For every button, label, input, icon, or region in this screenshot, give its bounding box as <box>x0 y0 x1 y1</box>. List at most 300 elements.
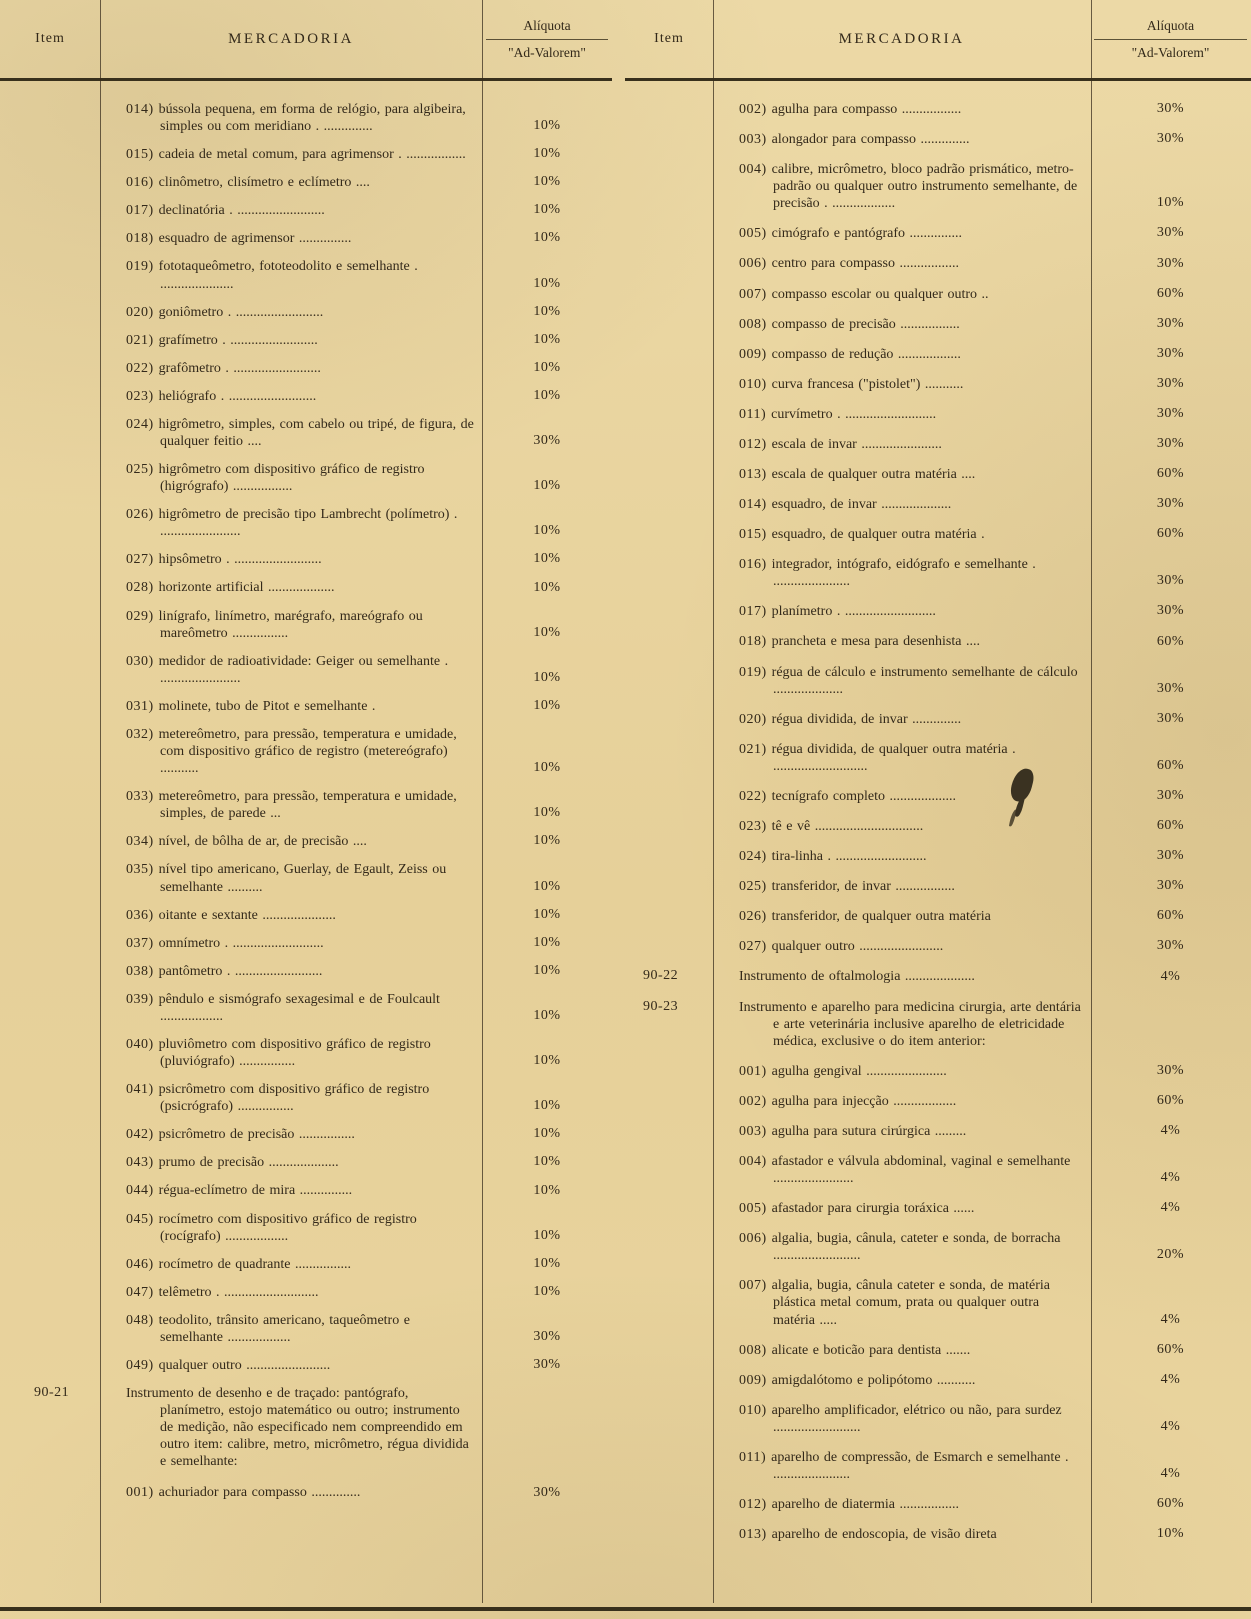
rows-right <box>625 81 1251 1543</box>
mercadoria-cell: 049) qualquer outro ........................ <box>126 1357 331 1373</box>
mercadoria-cell: 003) agulha para sutura cirúrgica ......... <box>739 1123 967 1139</box>
mercadoria-cell: 015) cadeia de metal comum, para agrimensor . ................. <box>126 147 466 163</box>
entry-number: 017) <box>739 604 772 620</box>
entry-number: 025) <box>739 879 772 895</box>
entry-number: 024) <box>126 416 159 432</box>
entry-number: 018) <box>739 634 772 650</box>
aliquota-cell: 10% <box>533 878 561 894</box>
mercadoria-cell: 016) integrador, intógrafo, eidógrafo e semelhante . ...................... <box>739 557 1036 590</box>
table-row <box>625 664 1251 698</box>
mercadoria-cell: 035) nível tipo americano, Guerlay, de Egault, Zeiss ou semelhante .......... <box>126 862 447 895</box>
mercadoria-cell: 038) pantômetro . ......................... <box>126 963 323 979</box>
aliquota-cell: 30% <box>1156 255 1185 271</box>
mercadoria-cell: 024) higrômetro, simples, com cabelo ou tripé, de figura, de qualquer feitio .... <box>126 416 474 450</box>
mercadoria-cell: 006) centro para compasso ................. <box>739 256 959 272</box>
aliquota-cell: 30% <box>1156 680 1185 696</box>
mercadoria-cell: 031) molinete, tubo de Pitot e semelhante . <box>126 698 376 714</box>
mercadoria-cell: 039) pêndulo e sismógrafo sexagesimal e de Foulcault .................. <box>126 991 440 1024</box>
header-aliquota-label <box>1090 18 1251 61</box>
entry-number: 021) <box>739 741 772 757</box>
mercadoria-cell: 001) agulha gengival ....................... <box>739 1063 947 1079</box>
entry-number: 037) <box>126 935 159 951</box>
table-row <box>0 698 612 715</box>
table-row <box>0 991 612 1025</box>
table-row <box>0 332 612 349</box>
table-row <box>625 316 1251 333</box>
entry-number: 020) <box>739 711 772 727</box>
aliquota-cell: 10% <box>533 523 561 539</box>
entry-number: 044) <box>126 1183 159 1199</box>
mercadoria-cell: 012) aparelho de diatermia ................. <box>739 1497 959 1513</box>
aliquota-cell: 30% <box>1156 101 1185 117</box>
table-row <box>0 1211 612 1245</box>
mercadoria-cell: 013) escala de qualquer outra matéria .... <box>739 467 976 483</box>
aliquota-cell: 10% <box>533 697 561 713</box>
mercadoria-cell: 018) prancheta e mesa para desenhista .... <box>739 634 980 650</box>
aliquota-cell: 10% <box>533 303 561 319</box>
entry-number: 017) <box>126 203 159 219</box>
entry-number: 008) <box>739 316 772 332</box>
aliquota-cell: 30% <box>533 1357 561 1373</box>
table-row <box>625 1526 1251 1543</box>
mercadoria-cell: 005) afastador para cirurgia toráxica ...... <box>739 1201 975 1217</box>
aliquota-cell: 60% <box>1156 1496 1185 1512</box>
aliquota-cell: 4% <box>1160 1200 1181 1216</box>
table-row <box>625 161 1251 212</box>
table-row <box>625 711 1251 728</box>
mercadoria-cell: 002) agulha para compasso ................. <box>739 102 962 117</box>
aliquota-cell: 30% <box>1156 496 1185 512</box>
column-divider-line <box>713 0 714 1603</box>
aliquota-cell: 4% <box>1160 1418 1181 1434</box>
aliquota-cell: 10% <box>533 331 561 347</box>
table-row <box>625 1277 1251 1328</box>
table-row <box>625 1123 1251 1140</box>
aliquota-cell: 10% <box>533 478 561 494</box>
table-row <box>0 360 612 377</box>
aliquota-cell: 4% <box>1160 1371 1181 1387</box>
entry-number: 008) <box>739 1342 772 1358</box>
mercadoria-cell: 030) medidor de radioatividade: Geiger ou semelhante . ....................... <box>126 653 449 686</box>
aliquota-cell: 10% <box>533 1053 561 1069</box>
aliquota-cell: 10% <box>533 1182 561 1198</box>
table-row <box>625 848 1251 865</box>
table-row <box>625 255 1251 272</box>
table-row <box>0 1284 612 1301</box>
mercadoria-cell: 019) régua de cálculo e instrumento semelhante de cálculo .................... <box>739 664 1078 697</box>
entry-number: 009) <box>739 1372 772 1388</box>
entry-number: 019) <box>126 259 159 275</box>
aliquota-cell: 10% <box>533 906 561 922</box>
aliquota-cell: 30% <box>1156 1062 1185 1078</box>
entry-number: 033) <box>126 789 159 805</box>
mercadoria-cell: 024) tira-linha . .......................... <box>739 849 927 865</box>
table-row <box>0 1182 612 1199</box>
table-row <box>0 174 612 191</box>
table-row <box>625 556 1251 590</box>
aliquota-cell: 30% <box>1156 131 1185 147</box>
table-row <box>625 225 1251 242</box>
aliquota-cell: 10% <box>533 1126 561 1142</box>
mercadoria-cell: 032) metereômetro, para pressão, temperatura e umidade, com dispositivo gráfico de registro (metereógrafo) ........... <box>126 726 457 777</box>
entry-number: 048) <box>126 1312 159 1328</box>
aliquota-cell: 10% <box>533 624 561 640</box>
table-row <box>0 551 612 568</box>
mercadoria-cell: 029) linígrafo, linímetro, marégrafo, mareógrafo ou mareômetro ................ <box>126 608 423 641</box>
mercadoria-cell: 002) agulha para injecção .................. <box>739 1093 957 1109</box>
table-row <box>0 388 612 405</box>
entry-number: 030) <box>126 653 159 669</box>
mercadoria-cell: 025) transferidor, de invar ................. <box>739 879 955 895</box>
table-row <box>0 304 612 321</box>
entry-number: 024) <box>739 849 772 865</box>
mercadoria-cell: 005) cimógrafo e pantógrafo ............... <box>739 226 963 242</box>
section-row <box>625 999 1251 1050</box>
aliquota-cell: 30% <box>1156 938 1185 954</box>
column-divider-line <box>1091 0 1092 1603</box>
table-row <box>0 1484 612 1501</box>
entry-number: 039) <box>126 991 159 1007</box>
aliquota-cell: 30% <box>1156 710 1185 726</box>
aliquota-cell: 4% <box>1160 1311 1181 1327</box>
mercadoria-cell: 021) grafímetro . ......................... <box>126 332 318 348</box>
table-row <box>625 878 1251 895</box>
aliquota-cell: 10% <box>533 551 561 567</box>
aliquota-cell: 10% <box>533 669 561 685</box>
table-row <box>0 1357 612 1374</box>
table-row <box>625 376 1251 393</box>
aliquota-cell: 10% <box>1156 195 1185 211</box>
aliquota-cell: 10% <box>533 1098 561 1114</box>
mercadoria-cell: 004) afastador e válvula abdominal, vaginal e semelhante ....................... <box>739 1153 1071 1187</box>
entry-number: 045) <box>126 1211 159 1227</box>
entry-number: 011) <box>739 406 772 422</box>
table-row <box>625 466 1251 483</box>
mercadoria-cell: 048) teodolito, trânsito americano, taqueômetro e semelhante .................. <box>126 1312 410 1345</box>
aliquota-cell: 10% <box>533 275 561 291</box>
entry-number: 016) <box>126 175 159 191</box>
table-row <box>0 861 612 895</box>
aliquota-cell: 30% <box>1156 225 1185 241</box>
entry-number: 007) <box>739 286 772 302</box>
table-row <box>0 653 612 687</box>
entry-number: 014) <box>126 102 159 117</box>
table-row <box>625 101 1251 118</box>
section-row <box>0 1385 612 1470</box>
entry-number: 026) <box>126 507 159 523</box>
aliquota-cell <box>482 1469 612 1470</box>
table-row <box>625 788 1251 805</box>
table-row <box>625 286 1251 303</box>
entry-number: 012) <box>739 436 772 452</box>
aliquota-cell: 10% <box>533 1283 561 1299</box>
aliquota-cell: 60% <box>1156 757 1185 773</box>
entry-number: 003) <box>739 1123 772 1139</box>
mercadoria-cell: 014) bússola pequena, em forma de relógio, para algibeira, simples ou com meridiano . .............. <box>126 102 466 135</box>
entry-number: 003) <box>739 132 772 148</box>
table-row <box>0 935 612 952</box>
header-aliquota-line2: "Ad-Valorem" <box>1131 44 1210 60</box>
entry-number: 022) <box>739 788 772 804</box>
table-row <box>625 908 1251 925</box>
aliquota-cell: 10% <box>533 230 561 246</box>
mercadoria-cell: 003) alongador para compasso .............. <box>739 132 970 148</box>
aliquota-cell: 10% <box>533 174 561 190</box>
aliquota-cell: 10% <box>533 146 561 162</box>
aliquota-cell: 30% <box>1156 436 1185 452</box>
table-row <box>625 1342 1251 1359</box>
table-row <box>625 1449 1251 1483</box>
mercadoria-cell: 011) curvímetro . .......................... <box>739 406 937 422</box>
header-aliquota-label <box>482 18 612 61</box>
mercadoria-cell: 042) psicrômetro de precisão ................ <box>126 1127 355 1143</box>
table-row <box>625 346 1251 363</box>
mercadoria-cell: 008) alicate e boticão para dentista ....... <box>739 1342 971 1358</box>
right-column <box>625 0 1251 1619</box>
mercadoria-cell: 026) higrômetro de precisão tipo Lambrecht (polímetro) . ....................... <box>126 507 458 540</box>
table-row <box>0 146 612 163</box>
aliquota-cell: 10% <box>533 118 561 134</box>
mercadoria-cell: 008) compasso de precisão ................. <box>739 316 960 332</box>
header-mercadoria-label: MERCADORIA <box>838 30 965 47</box>
table-row <box>0 726 612 777</box>
entry-number: 002) <box>739 1093 772 1109</box>
header-aliquota-line1: Alíquota <box>486 18 608 40</box>
table-row <box>0 1154 612 1171</box>
entry-number: 025) <box>126 462 159 478</box>
entry-number: 012) <box>739 1497 772 1513</box>
mercadoria-cell: 015) esquadro, de qualquer outra matéria . <box>739 527 985 543</box>
table-header <box>625 0 1251 81</box>
entry-number: 021) <box>126 332 159 348</box>
aliquota-cell: 10% <box>533 1154 561 1170</box>
aliquota-cell: 30% <box>1156 573 1185 589</box>
table-row <box>625 633 1251 650</box>
mercadoria-cell: 022) tecnígrafo completo ................... <box>739 788 957 804</box>
aliquota-cell: 30% <box>533 1484 561 1500</box>
aliquota-cell: 4% <box>1160 1170 1181 1186</box>
mercadoria-cell: 021) régua dividida, de qualquer outra matéria . ........................... <box>739 741 1016 774</box>
header-item-label: Item <box>35 31 65 46</box>
aliquota-cell: 10% <box>533 1227 561 1243</box>
header-aliquota-line2: "Ad-Valorem" <box>508 44 586 60</box>
entry-number: 005) <box>739 226 772 242</box>
table-row <box>0 833 612 850</box>
left-column <box>0 0 612 1619</box>
entry-number: 014) <box>739 497 772 513</box>
entry-number: 015) <box>126 147 159 163</box>
entry-number: 011) <box>739 1449 772 1465</box>
table-row <box>625 436 1251 453</box>
entry-number: 046) <box>126 1256 159 1272</box>
entry-number: 010) <box>739 1402 772 1418</box>
mercadoria-cell: 027) hipsômetro . ......................... <box>126 552 322 568</box>
table-row <box>625 1230 1251 1264</box>
table-row <box>0 1312 612 1346</box>
entry-number: 026) <box>739 909 772 925</box>
mercadoria-cell: Instrumento de oftalmologia .................... <box>739 969 975 985</box>
aliquota-cell: 60% <box>1156 1092 1185 1108</box>
mercadoria-cell: 010) aparelho amplificador, elétrico ou não, para surdez ......................... <box>739 1402 1062 1435</box>
section-row <box>625 968 1251 985</box>
mercadoria-cell: 007) algalia, bugia, cânula cateter e sonda, de matéria plástica metal comum, prata ou qualquer outra matéria ..... <box>739 1278 1050 1328</box>
mercadoria-cell: 020) régua dividida, de invar .............. <box>739 711 962 727</box>
table-row <box>625 1153 1251 1187</box>
aliquota-cell <box>1090 1049 1251 1050</box>
table-row <box>0 1081 612 1115</box>
table-row <box>0 1126 612 1143</box>
aliquota-cell: 10% <box>533 962 561 978</box>
entry-number: 027) <box>739 939 772 955</box>
entry-number: 040) <box>126 1036 159 1052</box>
entry-number: 028) <box>126 580 159 596</box>
mercadoria-cell: 036) oitante e sextante ..................... <box>126 907 336 923</box>
entry-number: 007) <box>739 1278 772 1294</box>
mercadoria-cell: 023) tê e vê ............................... <box>739 819 924 835</box>
aliquota-cell: 10% <box>533 760 561 776</box>
aliquota-cell: 10% <box>533 202 561 218</box>
entry-number: 002) <box>739 102 772 117</box>
table-row <box>0 788 612 822</box>
entry-number: 049) <box>126 1357 159 1373</box>
entry-number: 023) <box>126 388 159 404</box>
mercadoria-cell: 017) planímetro . .......................... <box>739 604 936 620</box>
entry-number: 004) <box>739 1153 772 1169</box>
bottom-rule-line <box>0 1607 1251 1611</box>
aliquota-cell: 30% <box>1156 603 1185 619</box>
entry-number: 035) <box>126 862 159 878</box>
mercadoria-cell: 033) metereômetro, para pressão, temperatura e umidade, simples, de parede ... <box>126 789 457 822</box>
entry-number: 022) <box>126 360 159 376</box>
column-divider-line <box>482 0 483 1603</box>
entry-number: 038) <box>126 963 159 979</box>
aliquota-cell: 30% <box>1156 375 1185 391</box>
aliquota-cell: 60% <box>1156 818 1185 834</box>
table-row <box>0 416 612 450</box>
mercadoria-cell: 014) esquadro, de invar .................... <box>739 497 952 513</box>
item-code-cell: 90-21 <box>34 1385 70 1401</box>
mercadoria-cell: 016) clinômetro, clisímetro e eclímetro .... <box>126 175 370 191</box>
aliquota-cell: 30% <box>1156 848 1185 864</box>
aliquota-cell: 10% <box>1156 1526 1185 1542</box>
table-row <box>625 1093 1251 1110</box>
entry-number: 018) <box>126 231 159 247</box>
entry-number: 020) <box>126 304 159 320</box>
entry-number: 009) <box>739 346 772 362</box>
table-row <box>625 603 1251 620</box>
entry-number: 047) <box>126 1284 159 1300</box>
entry-number: 027) <box>126 552 159 568</box>
table-row <box>625 1200 1251 1217</box>
mercadoria-cell: 018) esquadro de agrimensor ............... <box>126 231 352 247</box>
table-row <box>0 907 612 924</box>
entry-number: 015) <box>739 527 772 543</box>
mercadoria-cell: 034) nível, de bôlha de ar, de precisão .... <box>126 834 367 850</box>
mercadoria-cell: 026) transferidor, de qualquer outra matéria <box>739 909 991 925</box>
mercadoria-cell: 041) psicrômetro com dispositivo gráfico de registro (psicrógrafo) ................ <box>126 1082 430 1115</box>
mercadoria-cell: 009) amigdalótomo e polipótomo ........... <box>739 1372 976 1388</box>
entry-number: 010) <box>739 376 772 392</box>
entry-number: 036) <box>126 907 159 923</box>
entry-number: 019) <box>739 664 772 680</box>
entry-number: 032) <box>126 726 159 742</box>
table-row <box>625 938 1251 955</box>
aliquota-cell: 10% <box>533 1255 561 1271</box>
mercadoria-cell: 006) algalia, bugia, cânula, cateter e sonda, de borracha ......................... <box>739 1231 1061 1264</box>
table-row <box>625 496 1251 513</box>
mercadoria-cell: 045) rocímetro com dispositivo gráfico de registro (rocígrafo) .................. <box>126 1211 417 1244</box>
mercadoria-cell: Instrumento e aparelho para medicina cirurgia, arte dentária e arte veterinária inclusive aparelho de eletricidade médica, exclusive o do item anterior: <box>739 999 1081 1049</box>
table-row <box>625 526 1251 543</box>
table-row <box>625 131 1251 148</box>
aliquota-cell: 30% <box>1156 405 1185 421</box>
aliquota-cell: 10% <box>533 833 561 849</box>
mercadoria-cell: 007) compasso escolar ou qualquer outro .. <box>739 286 989 302</box>
header-aliquota-line1: Alíquota <box>1094 18 1247 40</box>
mercadoria-cell: 004) calibre, micrômetro, bloco padrão prismático, metro-padrão ou qualquer outro instrumento semelhante, de precisão . .................. <box>739 162 1078 212</box>
table-row <box>625 1402 1251 1436</box>
table-row <box>0 963 612 980</box>
entry-number: 023) <box>739 819 772 835</box>
entry-number: 016) <box>739 557 772 573</box>
mercadoria-cell: 020) goniômetro . ......................... <box>126 304 324 320</box>
mercadoria-cell: 037) omnímetro . .......................... <box>126 935 324 951</box>
table-row <box>625 818 1251 835</box>
table-row <box>0 1256 612 1273</box>
entry-number: 041) <box>126 1082 159 1098</box>
table-header <box>0 0 612 81</box>
aliquota-cell: 10% <box>533 387 561 403</box>
table-row <box>0 579 612 596</box>
mercadoria-cell: 011) aparelho de compressão, de Esmarch e semelhante . ...................... <box>739 1449 1069 1482</box>
aliquota-cell: 30% <box>1156 345 1185 361</box>
table-row <box>625 741 1251 775</box>
aliquota-cell: 30% <box>1156 788 1185 804</box>
table-row <box>625 1063 1251 1080</box>
table-row <box>0 506 612 540</box>
mercadoria-cell: 012) escala de invar ....................... <box>739 436 942 452</box>
table-row <box>0 1036 612 1070</box>
header-item-label: Item <box>654 31 684 46</box>
mercadoria-cell: 040) pluviômetro com dispositivo gráfico de registro (pluviógrafo) ................ <box>126 1036 431 1070</box>
aliquota-cell: 60% <box>1156 466 1185 482</box>
mercadoria-cell: 046) rocímetro de quadrante ................ <box>126 1256 351 1272</box>
entry-number: 029) <box>126 608 159 624</box>
aliquota-cell: 4% <box>1160 1466 1181 1482</box>
entry-number: 013) <box>739 467 772 483</box>
table-row <box>0 608 612 642</box>
entry-number: 042) <box>126 1127 159 1143</box>
table-row <box>0 101 612 135</box>
aliquota-cell: 60% <box>1156 908 1185 924</box>
entry-number: 001) <box>126 1485 159 1501</box>
entry-number: 043) <box>126 1155 159 1171</box>
entry-number: 013) <box>739 1527 772 1543</box>
aliquota-cell: 30% <box>1156 878 1185 894</box>
table-row <box>0 258 612 292</box>
mercadoria-cell: 009) compasso de redução .................. <box>739 346 961 362</box>
mercadoria-cell: 027) qualquer outro ........................ <box>739 939 944 955</box>
table-row <box>0 230 612 247</box>
aliquota-cell: 60% <box>1156 285 1185 301</box>
entry-number: 005) <box>739 1201 772 1217</box>
aliquota-cell: 4% <box>1160 968 1181 984</box>
entry-number: 031) <box>126 698 159 714</box>
mercadoria-cell: 001) achuriador para compasso .............. <box>126 1485 361 1501</box>
entry-number: 004) <box>739 162 772 178</box>
aliquota-cell: 10% <box>533 359 561 375</box>
table-row <box>625 406 1251 423</box>
